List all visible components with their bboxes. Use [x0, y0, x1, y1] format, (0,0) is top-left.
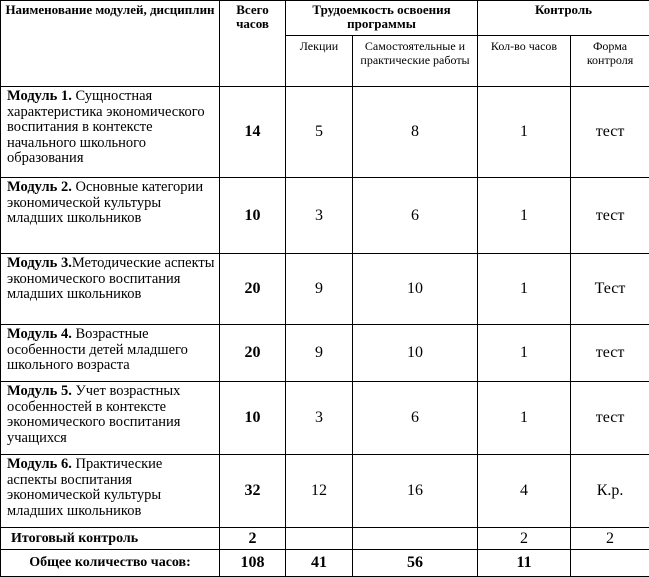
subheader-lectures: Лекции	[286, 36, 353, 87]
module-text: Практические аспекты воспитания экономической культуры младших школьников	[7, 456, 162, 519]
final-control-selfwork	[353, 528, 478, 550]
module-form: тест	[571, 325, 649, 382]
module-total: 32	[220, 455, 286, 528]
module-hours: 4	[478, 455, 571, 528]
table-row	[1, 254, 649, 325]
module-name	[1, 382, 220, 455]
module-lectures: 3	[286, 382, 353, 455]
module-title: Модуль 6.	[7, 456, 72, 472]
module-title: Модуль 4.	[7, 326, 72, 342]
module-name	[1, 178, 220, 254]
table-row	[1, 382, 649, 455]
totals-selfwork: 56	[353, 550, 478, 577]
module-selfwork: 6	[353, 178, 478, 254]
subheader-form: Форма контроля	[571, 36, 649, 87]
module-title: Модуль 2.	[7, 179, 72, 195]
module-selfwork: 8	[353, 87, 478, 178]
module-text: Методические аспекты экономического воспитания младших школьников	[7, 255, 215, 302]
totals-form	[571, 550, 649, 577]
final-control-total: 2	[220, 528, 286, 550]
module-form: тест	[571, 382, 649, 455]
subheader-selfwork: Самостоятельные и практические работы	[353, 36, 478, 87]
totals-row	[1, 550, 649, 577]
module-selfwork: 6	[353, 382, 478, 455]
module-selfwork: 16	[353, 455, 478, 528]
header-row	[1, 1, 649, 36]
module-selfwork: 10	[353, 325, 478, 382]
final-control-label: Итоговый контроль	[1, 528, 220, 550]
subheader-hours: Кол-во часов	[478, 36, 571, 87]
module-hours: 1	[478, 325, 571, 382]
module-name	[1, 254, 220, 325]
module-form: Тест	[571, 254, 649, 325]
module-text: Сущностная характеристика экономического воспитания в контексте начального школьного образования	[7, 88, 205, 166]
module-text: Учет возрастных особенностей в контексте экономического воспитания учащихся	[7, 383, 180, 446]
module-lectures: 5	[286, 87, 353, 178]
table-row	[1, 325, 649, 382]
module-text: Основные категории экономической культуры младших школьников	[7, 179, 203, 226]
module-name	[1, 325, 220, 382]
module-hours: 1	[478, 382, 571, 455]
final-control-hours: 2	[478, 528, 571, 550]
totals-total: 108	[220, 550, 286, 577]
module-form: тест	[571, 178, 649, 254]
module-lectures: 12	[286, 455, 353, 528]
header-total: Всего часов	[220, 1, 286, 87]
module-total: 10	[220, 382, 286, 455]
totals-label: Общее количество часов:	[1, 550, 220, 577]
module-hours: 1	[478, 87, 571, 178]
table-row	[1, 87, 649, 178]
final-control-lectures	[286, 528, 353, 550]
module-name	[1, 455, 220, 528]
header-workload: Трудоемкость освоения программы	[286, 1, 478, 36]
module-form: К.р.	[571, 455, 649, 528]
module-total: 14	[220, 87, 286, 178]
module-lectures: 9	[286, 325, 353, 382]
header-control: Контроль	[478, 1, 649, 36]
module-total: 20	[220, 254, 286, 325]
module-name	[1, 87, 220, 178]
module-title: Модуль 1.	[7, 88, 72, 104]
module-hours: 1	[478, 254, 571, 325]
module-lectures: 3	[286, 178, 353, 254]
module-lectures: 9	[286, 254, 353, 325]
final-control-form: 2	[571, 528, 649, 550]
totals-lectures: 41	[286, 550, 353, 577]
module-title: Модуль 3.	[7, 255, 72, 271]
table-row	[1, 455, 649, 528]
module-text: Возрастные особенности детей младшего школьного возраста	[7, 326, 188, 373]
module-total: 20	[220, 325, 286, 382]
module-hours: 1	[478, 178, 571, 254]
header-name: Наименование модулей, дисциплин	[1, 1, 220, 87]
module-selfwork: 10	[353, 254, 478, 325]
table-row	[1, 178, 649, 254]
final-control-row	[1, 528, 649, 550]
module-total: 10	[220, 178, 286, 254]
module-form: тест	[571, 87, 649, 178]
module-title: Модуль 5.	[7, 383, 72, 399]
totals-hours: 11	[478, 550, 571, 577]
